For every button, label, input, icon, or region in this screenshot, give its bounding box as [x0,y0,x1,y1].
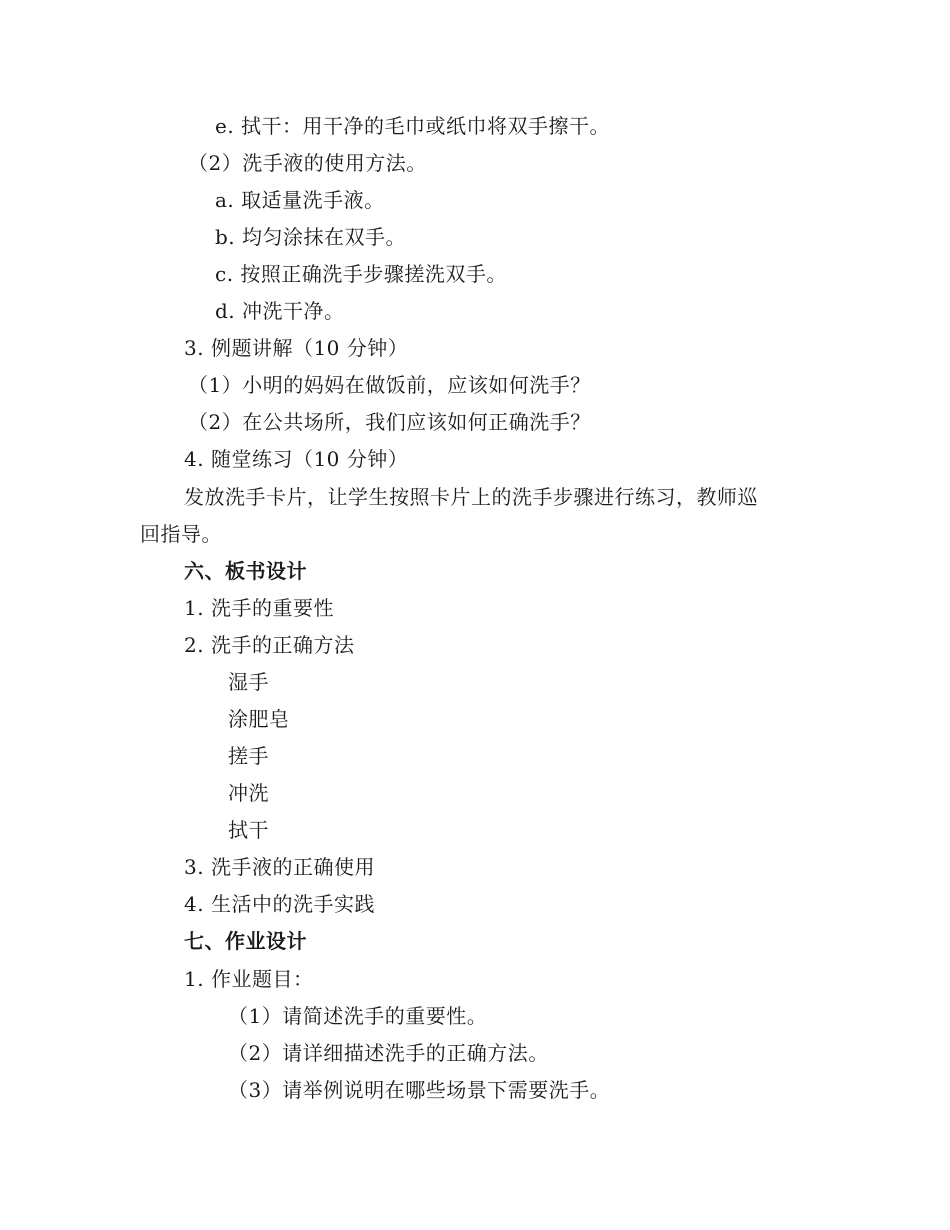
board-item-4: 4. 生活中的洗手实践 [184,892,375,916]
board-step-dry: 拭干 [228,818,269,842]
homework-question-3: （3）请举例说明在哪些场景下需要洗手。 [228,1078,611,1102]
board-item-1: 1. 洗手的重要性 [184,596,334,620]
section-heading-blackboard-design: 六、板书设计 [184,559,307,583]
homework-item-1: 1. 作业题目： [184,967,314,991]
example-question-1: （1）小明的妈妈在做饭前，应该如何洗手？ [188,373,591,397]
board-step-apply-soap: 涂肥皂 [228,707,290,731]
item-3-example-explanation: 3. 例题讲解（10 分钟） [184,336,409,360]
board-item-2: 2. 洗手的正确方法 [184,633,355,657]
practice-paragraph-line-1: 发放洗手卡片，让学生按照卡片上的洗手步骤进行练习，教师巡 [184,485,758,509]
example-question-2: （2）在公共场所，我们应该如何正确洗手？ [188,410,591,434]
item-4-class-practice: 4. 随堂练习（10 分钟） [184,447,409,471]
step-e-dry-hands: e. 拭干：用干净的毛巾或纸巾将双手擦干。 [215,114,611,138]
step-b-spread-evenly: b. 均匀涂抹在双手。 [215,225,407,249]
board-step-rub-hands: 搓手 [228,744,269,768]
practice-paragraph-line-2: 回指导。 [140,522,222,546]
step-c-scrub-hands: c. 按照正确洗手步骤搓洗双手。 [215,262,507,286]
homework-question-2: （2）请详细描述洗手的正确方法。 [228,1041,549,1065]
subsection-hand-soap-usage: （2）洗手液的使用方法。 [188,151,427,175]
step-a-take-soap: a. 取适量洗手液。 [215,188,385,212]
board-step-wet-hands: 湿手 [228,670,269,694]
homework-question-1: （1）请简述洗手的重要性。 [228,1004,488,1028]
section-heading-homework-design: 七、作业设计 [184,929,307,953]
board-step-rinse: 冲洗 [228,781,269,805]
step-d-rinse-clean: d. 冲洗干净。 [215,299,345,323]
board-item-3: 3. 洗手液的正确使用 [184,855,375,879]
